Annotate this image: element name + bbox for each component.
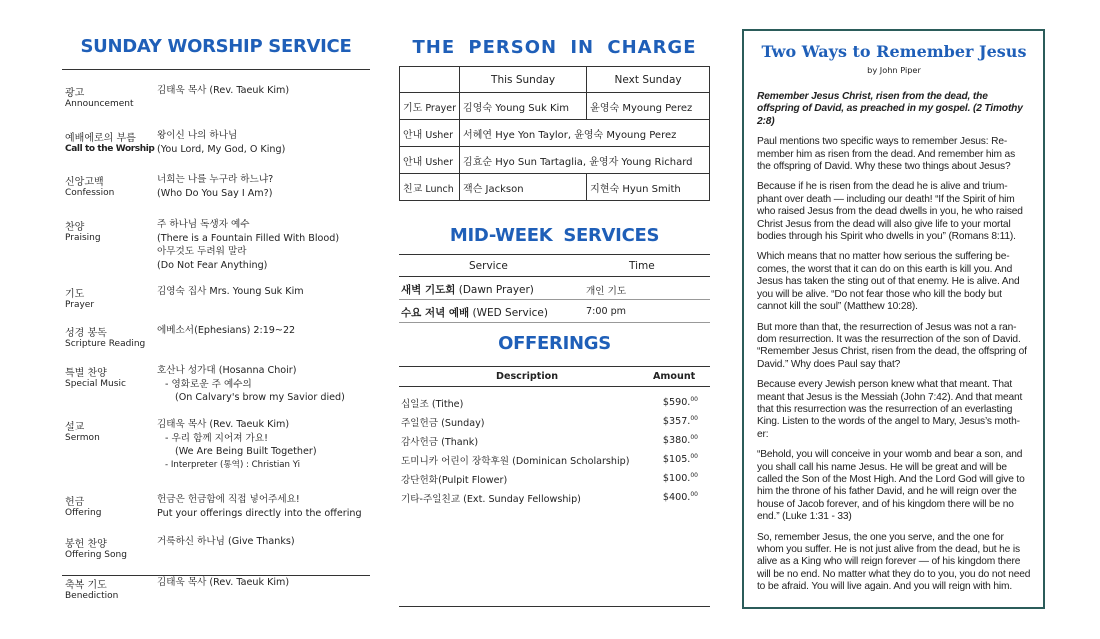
header-amount: Amount xyxy=(653,371,696,382)
offerings-title: OFFERINGS xyxy=(498,333,611,354)
worship-detail-line: 에베소서(Ephesians) 2:19~22 xyxy=(157,325,296,336)
worship-detail-line: 김태욱 목사 (Rev. Taeuk Kim) xyxy=(157,577,290,588)
offerings-header-row xyxy=(399,366,710,387)
worship-item-korean: 예배에로의 부름 xyxy=(65,133,136,144)
worship-detail-line: 너희는 나를 누구라 하느냐? xyxy=(157,174,274,185)
worship-detail-line: (You Lord, My God, O King) xyxy=(157,143,286,155)
table-row xyxy=(400,120,710,147)
worship-item-details xyxy=(157,535,295,549)
table-row xyxy=(399,300,710,323)
midweek-table xyxy=(399,254,710,323)
offering-amount xyxy=(663,396,698,408)
article-byline: by John Piper xyxy=(867,65,921,75)
schedule-column xyxy=(399,0,710,505)
amount-cents: 00 xyxy=(690,415,698,422)
worship-item-english: Call to the Worship xyxy=(65,144,155,154)
offerings-bottom-rule xyxy=(399,606,710,607)
article-intro-verse: Remember Jesus Christ, risen from the dead, the offspring of David, as preached in my gospel. (2 Timothy 2:8) xyxy=(757,91,1023,127)
header-description: Description xyxy=(496,371,559,382)
worship-detail-line: 김영숙 집사 Mrs. Young Suk Kim xyxy=(157,286,304,297)
amount-dollars: $357. xyxy=(662,416,691,427)
person-in-charge-title: THE PERSON IN CHARGE xyxy=(412,37,697,58)
worship-item-korean: 설교 xyxy=(65,422,85,433)
worship-item-details xyxy=(157,576,289,590)
worship-item-korean: 광고 xyxy=(65,88,85,99)
amount-dollars: $100. xyxy=(662,473,691,484)
article-paragraph: Paul mentions two specific ways to remember Jesus: Re-member him as risen from the dead. And remember him as the offspring of David. Why these two things about Jesus? xyxy=(757,136,1016,173)
worship-detail-line: 헌금은 헌금함에 직접 넣어주세요! xyxy=(157,494,300,505)
worship-detail-line: (Who Do You Say I Am?) xyxy=(157,187,273,199)
next-sunday-cell: 지현숙 Hyun Smith xyxy=(587,174,710,201)
worship-item-english: Sermon xyxy=(65,433,100,443)
worship-item-korean: 봉헌 찬양 xyxy=(65,539,107,550)
article-paragraph: Which means that no matter how serious the suffering be-comes, the worst that it can do on this earth is kill you. And Jesus has taken the sting out of that enemy. He is alive. And you will be alive. “Do not fear those who kill the body but cannot kill the soul” (Matthew 10:28). xyxy=(757,251,1020,313)
worship-item-english: Offering xyxy=(65,508,102,518)
offering-amount xyxy=(663,415,698,427)
worship-item-english: Prayer xyxy=(65,300,95,310)
table-row xyxy=(400,93,710,120)
worship-item-english: Special Music xyxy=(65,379,126,389)
worship-item-details xyxy=(157,84,289,98)
worship-item-english: Scripture Reading xyxy=(65,339,146,349)
worship-top-rule xyxy=(62,69,370,70)
amount-dollars: $105. xyxy=(662,454,691,465)
amount-cents: 00 xyxy=(690,472,698,479)
offering-description: 강단헌화(Pulpit Flower) xyxy=(401,475,508,486)
service-korean: 새벽 기도회 xyxy=(401,284,456,296)
service-name xyxy=(401,282,534,297)
worship-item-korean: 기도 xyxy=(65,289,85,300)
table-row xyxy=(400,174,710,201)
worship-item-details xyxy=(157,285,304,299)
offering-amount xyxy=(663,472,698,484)
worship-item-korean: 특별 찬양 xyxy=(65,368,107,379)
worship-item-details xyxy=(157,493,362,520)
worship-item-details xyxy=(157,418,317,472)
this-sunday-cell: 김영숙 Young Suk Kim xyxy=(460,93,587,120)
role-label xyxy=(400,147,460,174)
role-label xyxy=(400,174,460,201)
role-korean: 안내 xyxy=(403,129,423,141)
worship-item-english: Confession xyxy=(65,188,115,198)
amount-cents: 00 xyxy=(690,491,698,498)
offering-amount xyxy=(663,491,698,503)
role-english: Prayer xyxy=(425,102,457,114)
table-row xyxy=(399,486,710,505)
article-paragraph: So, remember Jesus, the one you serve, and the one for whom you suffer. He is not just alive from the dead, but he is alive as a King who will reign forever — of his kingdom there will be no end. No matter what they do to you, you do not need to be afraid. You will live again. And you will reign with him. xyxy=(757,531,1031,593)
table-header-blank xyxy=(400,67,460,93)
both-sundays-cell: 서혜연 Hye Yon Taylor, 윤영숙 Myoung Perez xyxy=(460,120,710,147)
worship-detail-line: 거룩하신 하나님 (Give Thanks) xyxy=(157,536,295,547)
offering-description: 기타-주일친교 (Ext. Sunday Fellowship) xyxy=(401,494,581,505)
service-english: (WED Service) xyxy=(472,307,548,319)
amount-dollars: $400. xyxy=(662,492,691,503)
worship-item-details xyxy=(157,218,339,272)
header-next-sunday: Next Sunday xyxy=(587,67,710,93)
amount-cents: 00 xyxy=(690,396,698,403)
role-english: Usher xyxy=(425,156,454,168)
amount-dollars: $380. xyxy=(662,435,691,446)
amount-dollars: $590. xyxy=(662,397,691,408)
worship-detail-line: 김태욱 목사 (Rev. Taeuk Kim) xyxy=(157,85,290,96)
service-time: 개인 기도 xyxy=(586,286,627,297)
worship-item-korean: 성경 봉독 xyxy=(65,328,107,339)
article-paragraph: “Behold, you will conceive in your womb and bear a son, and you shall call his name Jesus. He will be great and will be called the Son of the Most High. And the Lord God will give to him the throne of his father David, and he will reign over the house of Jacob forever, and of his kingdom there will be no end.” (Luke 1:31 - 33) xyxy=(757,449,1025,523)
midweek-header-row xyxy=(399,254,710,277)
worship-item-details xyxy=(157,173,273,200)
header-time: Time xyxy=(629,260,655,272)
offering-description: 주일헌금 (Sunday) xyxy=(401,418,485,429)
worship-item-english: Praising xyxy=(65,233,101,243)
role-korean: 친교 xyxy=(403,183,423,195)
worship-detail-line: - 영화로운 주 예수의 xyxy=(165,378,252,390)
offering-description: 도미니카 어린이 장학후원 (Dominican Scholarship) xyxy=(401,456,630,467)
article-title: Two Ways to Remember Jesus xyxy=(761,42,1027,61)
article-paragraph: But more than that, the resurrection of Jesus was not a ran-dom resurrection. It was the resurrection of the son of David. “Remember Jesus Christ, risen from the dead, the offspring of David.” Why does Paul say that? xyxy=(757,321,1027,370)
service-time: 7:00 pm xyxy=(586,306,627,317)
amount-cents: 00 xyxy=(690,434,698,441)
header-this-sunday: This Sunday xyxy=(460,67,587,93)
offering-description: 십일조 (Tithe) xyxy=(401,399,464,410)
table-header-row xyxy=(400,67,710,93)
table-row xyxy=(399,448,710,467)
table-row xyxy=(399,391,710,410)
service-english: (Dawn Prayer) xyxy=(458,284,534,296)
worship-detail-line: Put your offerings directly into the offering xyxy=(157,507,362,519)
role-label xyxy=(400,93,460,120)
service-korean: 수요 저녁 예배 xyxy=(401,307,470,319)
worship-item-korean: 찬양 xyxy=(65,222,85,233)
offering-description: 감사헌금 (Thank) xyxy=(401,437,479,448)
worship-detail-line: (On Calvary's brow my Savior died) xyxy=(175,392,345,403)
article-box xyxy=(742,29,1045,609)
worship-detail-line: - Interpreter (통역) : Christian Yi xyxy=(165,459,301,470)
table-row xyxy=(399,467,710,486)
worship-item-korean: 축복 기도 xyxy=(65,580,107,591)
worship-detail-line: 호산나 성가대 (Hosanna Choir) xyxy=(157,365,297,376)
article-paragraph: Because if he is risen from the dead he is alive and trium-phant over death — including our death! “If the Spirit of him who raised Jesus from the dead dwells in you, he who raised Christ Jesus from the dead will also give life to your mortal bodies through his Spirit who dwells in you” (Romans 8:11). xyxy=(757,181,1023,243)
midweek-title: MID-WEEK SERVICES xyxy=(449,225,660,246)
table-row xyxy=(399,410,710,429)
service-name xyxy=(401,305,548,320)
worship-detail-line: 김태욱 목사 (Rev. Taeuk Kim) xyxy=(157,419,290,430)
worship-detail-line: (We Are Being Built Together) xyxy=(175,446,317,457)
worship-item-details xyxy=(157,364,345,405)
offering-amount xyxy=(663,434,698,446)
person-in-charge-table xyxy=(399,66,710,201)
offering-amount xyxy=(663,453,698,465)
worship-item-details xyxy=(157,129,285,156)
worship-detail-line: (Do Not Fear Anything) xyxy=(157,259,268,271)
both-sundays-cell: 김효순 Hyo Sun Tartaglia, 윤영자 Young Richard xyxy=(460,147,710,174)
table-row xyxy=(399,429,710,448)
worship-bottom-rule xyxy=(62,575,370,576)
role-korean: 안내 xyxy=(403,156,423,168)
worship-service-title: SUNDAY WORSHIP SERVICE xyxy=(80,36,352,57)
worship-item-details xyxy=(157,324,295,338)
worship-service-column xyxy=(62,0,370,601)
next-sunday-cell: 윤영숙 Myoung Perez xyxy=(587,93,710,120)
table-row xyxy=(400,147,710,174)
amount-cents: 00 xyxy=(690,453,698,460)
role-korean: 기도 xyxy=(403,102,423,114)
role-label xyxy=(400,120,460,147)
offerings-table xyxy=(399,366,710,505)
worship-item-english: Benediction xyxy=(65,591,119,601)
worship-detail-line: - 우리 함께 지어져 가요! xyxy=(165,432,268,444)
table-row xyxy=(399,277,710,300)
this-sunday-cell: 잭슨 Jackson xyxy=(460,174,587,201)
worship-detail-line: 주 하나님 독생자 예수 xyxy=(157,219,250,230)
worship-item-english: Offering Song xyxy=(65,550,127,560)
worship-item-korean: 신앙고백 xyxy=(65,177,104,188)
worship-item-english: Announcement xyxy=(65,99,134,109)
worship-detail-line: 아무것도 두려워 말라 xyxy=(157,246,247,257)
header-service: Service xyxy=(469,260,508,272)
worship-item-korean: 헌금 xyxy=(65,497,85,508)
worship-detail-line: (There is a Fountain Filled With Blood) xyxy=(157,232,340,244)
role-english: Usher xyxy=(425,129,454,141)
role-english: Lunch xyxy=(425,183,454,195)
worship-detail-line: 왕이신 나의 하나님 xyxy=(157,130,238,141)
article-paragraph: Because every Jewish person knew what that meant. That meant that Jesus is the Messiah (John 7:42). And that meant that this resurrection was the resurrection of an everlasting King. Listen to the words of the angel to Mary, Jesus’s moth-er: xyxy=(757,379,1023,440)
